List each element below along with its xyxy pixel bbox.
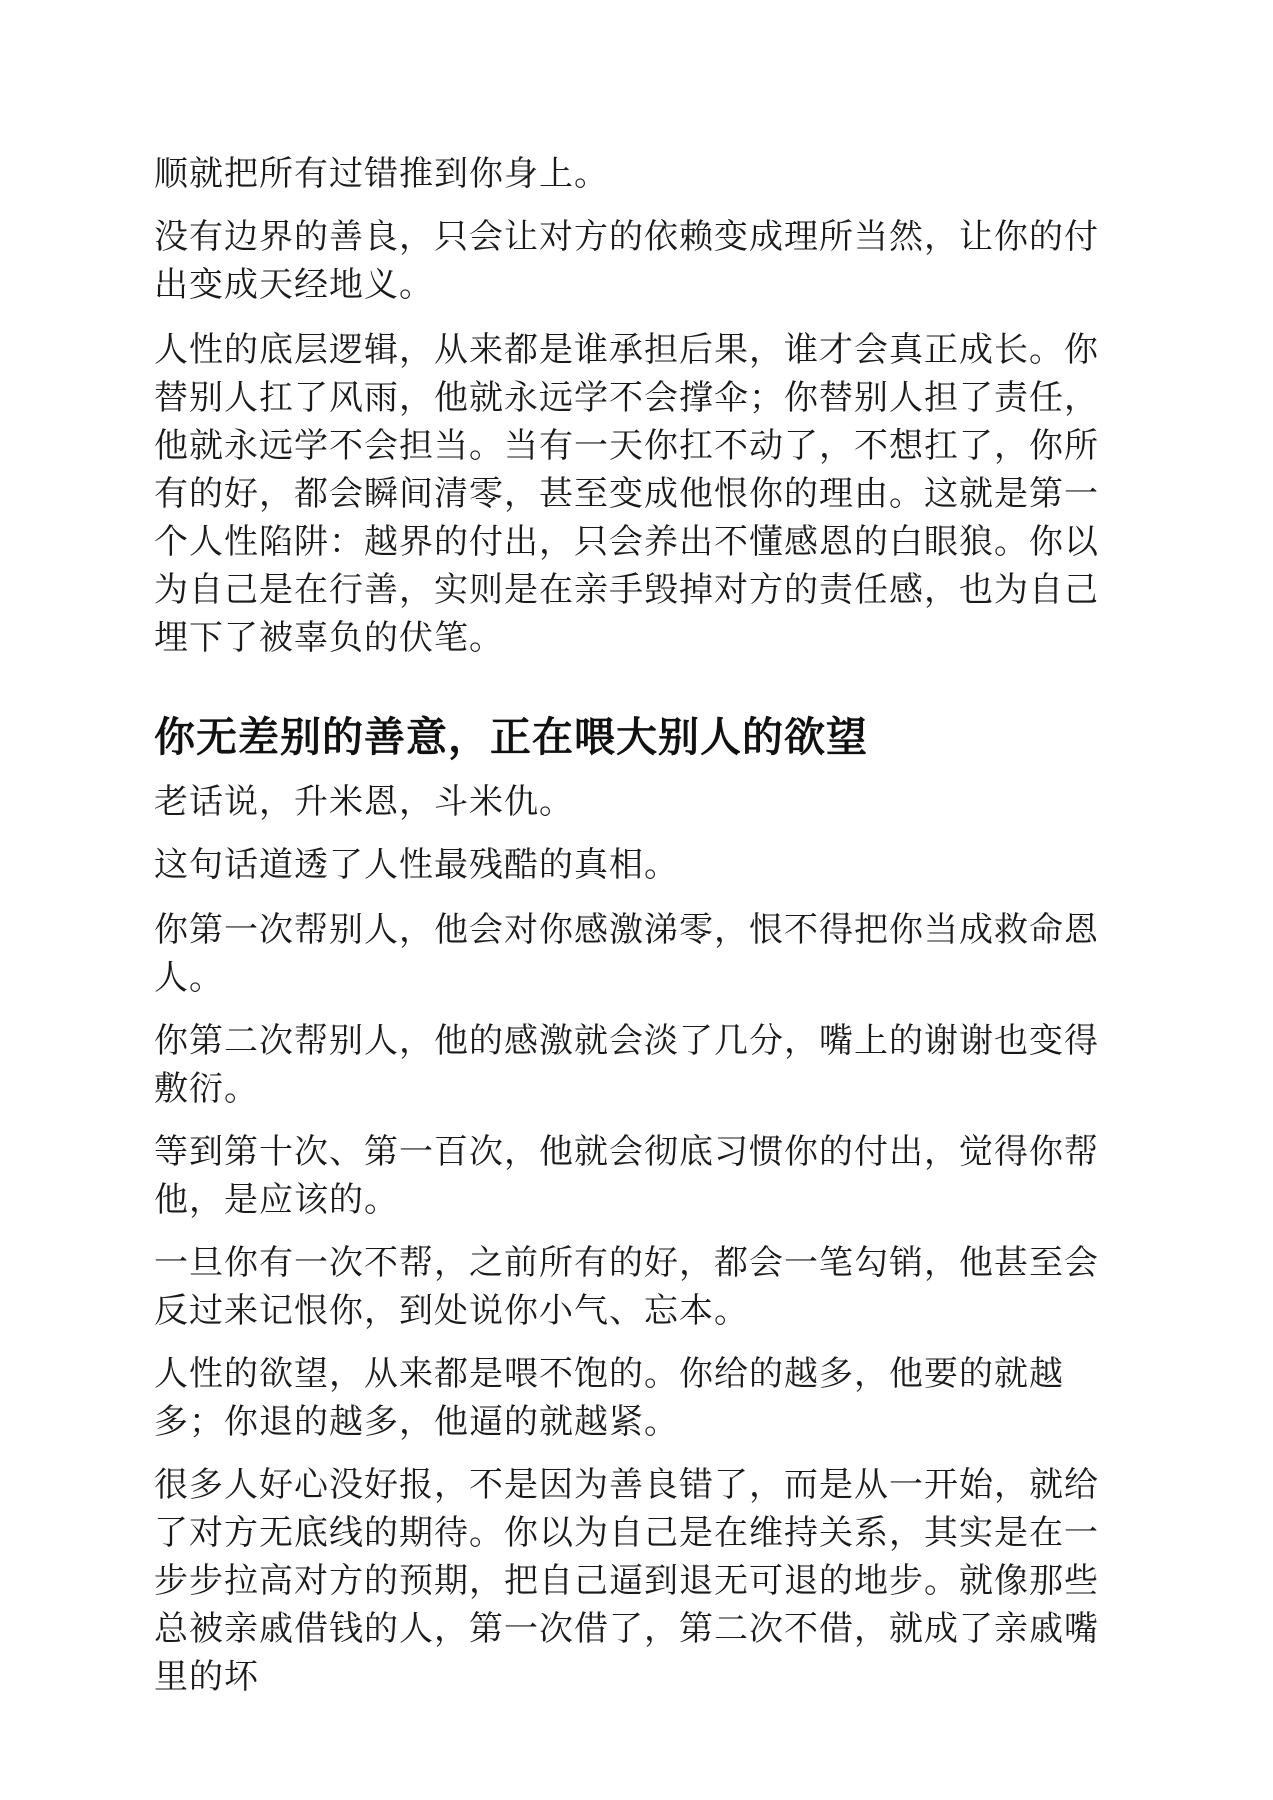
paragraph-6: 你第一次帮别人，他会对你感激涕零，恨不得把你当成救命恩人。: [154, 910, 1099, 998]
paragraph-3: 人性的底层逻辑，从来都是谁承担后果，谁才会真正成长。你替别人扛了风雨，他就永远学不会撑伞；你替别人担了责任，他就永远学不会担当。当有一天你扛不动了，不想扛了，你所有的好，都会瞬间清零，甚至变成他恨你的理由。这就是第一个人性陷阱：越界的付出，只会养出不懂感恩的白眼狼。你以为自己是在行善，实则是在亲手毁掉对方的责任感，也为自己埋下了被辜负的伏笔。: [154, 330, 1099, 658]
paragraph-10: 人性的欲望，从来都是喂不饱的。你给的越多，他要的就越多；你退的越多，他逼的就越紧。: [154, 1354, 1064, 1442]
paragraph-8: 等到第十次、第一百次，他就会彻底习惯你的付出，觉得你帮他，是应该的。: [154, 1132, 1099, 1220]
article-body: [154, 150, 1114, 1701]
paragraph-11: 很多人好心没好报，不是因为善良错了，而是从一开始，就给了对方无底线的期待。你以为自己是在维持关系，其实是在一步步拉高对方的预期，把自己逼到退无可退的地步。就像那些总被亲戚借钱的人，第一次借了，第二次不借，就成了亲戚嘴里的坏: [154, 1465, 1099, 1697]
paragraph-5: 这句话道透了人性最残酷的真相。: [154, 845, 679, 885]
paragraph-9: 一旦你有一次不帮，之前所有的好，都会一笔勾销，他甚至会反过来记恨你，到处说你小气、忘本。: [154, 1243, 1099, 1331]
paragraph-1: 顺就把所有过错推到你身上。: [154, 154, 609, 194]
paragraph-2: 没有边界的善良，只会让对方的依赖变成理所当然，让你的付出变成天经地义。: [154, 217, 1099, 305]
paragraph-7: 你第二次帮别人，他的感激就会淡了几分，嘴上的谢谢也变得敷衍。: [154, 1021, 1099, 1109]
paragraph-4: 老话说，升米恩，斗米仇。: [154, 782, 574, 822]
section-heading: 你无差别的善意，正在喂大别人的欲望: [154, 713, 868, 761]
